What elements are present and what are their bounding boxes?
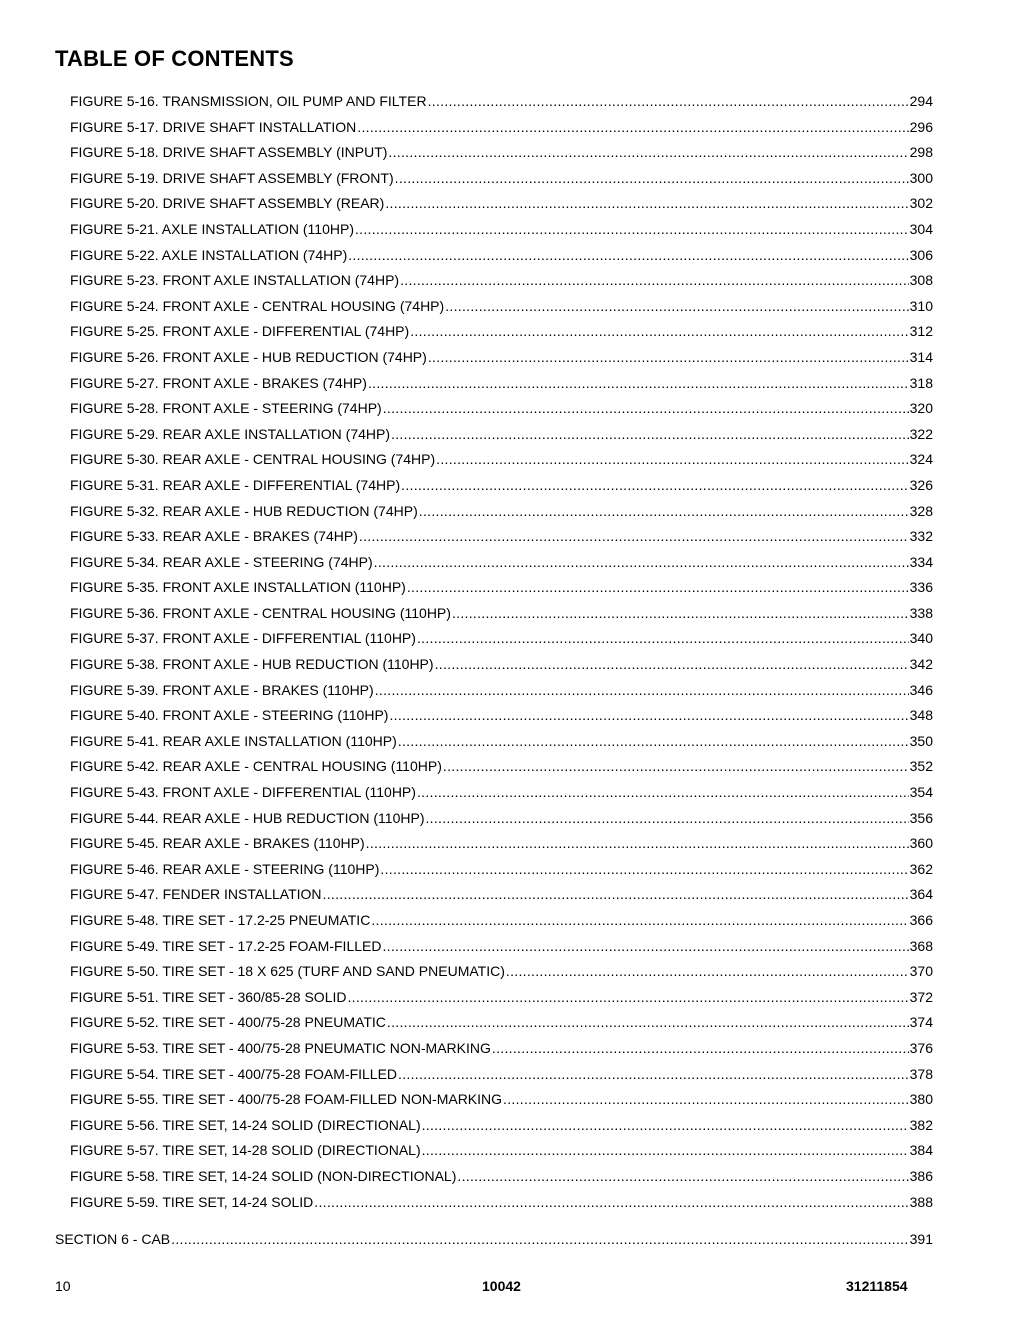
toc-entry-page: 380 [909,1091,933,1108]
dot-leader [417,781,909,803]
toc-entry-page: 338 [909,604,933,621]
toc-entry-label: FIGURE 5-33. REAR AXLE - BRAKES (74HP) [70,528,358,545]
dot-leader [425,807,908,829]
toc-entry-page: 370 [909,963,933,980]
toc-entry-label: FIGURE 5-23. FRONT AXLE INSTALLATION (74HP) [70,272,400,289]
toc-entry-page: 326 [909,476,933,493]
toc-entry[interactable] [70,448,933,474]
dot-leader [410,320,908,342]
dot-leader [400,269,909,291]
toc-entry-page: 352 [909,758,933,775]
toc-entry-label: FIGURE 5-47. FENDER INSTALLATION [70,886,322,903]
toc-entry-page: 332 [909,528,933,545]
toc-entry[interactable] [70,1037,933,1063]
toc-entry-page: 356 [909,809,933,826]
toc-entry-label: FIGURE 5-45. REAR AXLE - BRAKES (110HP) [70,835,365,852]
toc-entry[interactable] [70,423,933,449]
toc-entry-label: FIGURE 5-36. FRONT AXLE - CENTRAL HOUSING (110HP) [70,604,451,621]
toc-entry[interactable] [70,807,933,833]
toc-entry-label: FIGURE 5-18. DRIVE SHAFT ASSEMBLY (INPUT) [70,144,388,161]
dot-leader [417,627,909,649]
dot-leader [382,935,908,957]
dot-leader [371,909,908,931]
toc-entry-label: FIGURE 5-31. REAR AXLE - DIFFERENTIAL (74HP) [70,476,401,493]
dot-leader [445,295,908,317]
toc-entry-page: 304 [909,220,933,237]
toc-entry-page: 310 [909,297,933,314]
toc-entry-label: FIGURE 5-51. TIRE SET - 360/85-28 SOLID [70,988,347,1005]
toc-entry-label: FIGURE 5-20. DRIVE SHAFT ASSEMBLY (REAR) [70,195,385,212]
toc-entry-label: FIGURE 5-55. TIRE SET - 400/75-28 FOAM-FILLED NON-MARKING [70,1091,503,1108]
dot-leader [385,192,908,214]
toc-entry-page: 372 [909,988,933,1005]
dot-leader [419,500,909,522]
toc-entry[interactable] [70,935,933,961]
dot-leader [374,551,909,573]
toc-entry-page: 302 [909,195,933,212]
dot-leader [401,474,909,496]
toc-entry[interactable] [70,653,933,679]
toc-entry[interactable] [70,960,933,986]
toc-entry[interactable] [70,1191,933,1217]
toc-entry-page: 378 [909,1065,933,1082]
toc-entry-page: 308 [909,272,933,289]
toc-entry-label: FIGURE 5-43. FRONT AXLE - DIFFERENTIAL (110HP) [70,784,416,801]
dot-leader [395,167,909,189]
toc-entry-label: FIGURE 5-22. AXLE INSTALLATION (74HP) [70,246,348,263]
toc-entry[interactable] [70,627,933,653]
toc-entry-label: FIGURE 5-38. FRONT AXLE - HUB REDUCTION (110HP) [70,656,434,673]
toc-entry[interactable] [70,474,933,500]
toc-entry-label: FIGURE 5-52. TIRE SET - 400/75-28 PNEUMATIC [70,1014,386,1031]
toc-entry[interactable] [70,1088,933,1114]
toc-list [70,90,933,1216]
dot-leader [389,704,908,726]
dot-leader [171,1228,909,1250]
toc-entry-label: FIGURE 5-30. REAR AXLE - CENTRAL HOUSING (74HP) [70,451,436,468]
dot-leader [492,1037,909,1059]
toc-entry[interactable] [70,500,933,526]
toc-entry-label: FIGURE 5-41. REAR AXLE INSTALLATION (110HP) [70,732,397,749]
toc-entry[interactable] [70,576,933,602]
toc-entry[interactable] [70,781,933,807]
toc-entry-label: FIGURE 5-24. FRONT AXLE - CENTRAL HOUSING (74HP) [70,297,445,314]
toc-entry-page: 300 [909,169,933,186]
toc-entry-label: FIGURE 5-40. FRONT AXLE - STEERING (110HP) [70,707,389,724]
toc-entry-label: FIGURE 5-54. TIRE SET - 400/75-28 FOAM-FILLED [70,1065,398,1082]
toc-entry[interactable] [70,218,933,244]
toc-entry-page: 314 [909,348,933,365]
toc-entry[interactable] [70,1011,933,1037]
toc-entry[interactable] [70,1165,933,1191]
toc-entry-label: FIGURE 5-48. TIRE SET - 17.2-25 PNEUMATIC [70,912,371,928]
toc-entry-page: 312 [909,323,933,340]
toc-entry[interactable] [70,269,933,295]
toc-entry-label: FIGURE 5-27. FRONT AXLE - BRAKES (74HP) [70,374,367,391]
dot-leader [366,832,909,854]
toc-entry-label: FIGURE 5-21. AXLE INSTALLATION (110HP) [70,220,354,237]
toc-entry-page: 386 [909,1167,933,1184]
toc-entry[interactable] [70,704,933,730]
dot-leader [383,397,909,419]
dot-leader [428,346,909,368]
toc-entry-label: FIGURE 5-44. REAR AXLE - HUB REDUCTION (110HP) [70,809,425,826]
toc-entry-page: 342 [909,656,933,673]
toc-entry-label: FIGURE 5-29. REAR AXLE INSTALLATION (74HP) [70,425,391,442]
toc-entry-page: 350 [909,732,933,749]
toc-entry[interactable] [70,346,933,372]
toc-entry-label: FIGURE 5-58. TIRE SET, 14-24 SOLID (NON-DIRECTIONAL) [70,1167,457,1184]
dot-leader [428,90,909,112]
toc-entry[interactable] [70,755,933,781]
dot-leader [435,653,909,675]
toc-entry[interactable] [70,90,933,116]
dot-leader [506,960,909,982]
dot-leader [357,116,908,138]
toc-entry-label: FIGURE 5-34. REAR AXLE - STEERING (74HP) [70,553,373,570]
dot-leader [398,1063,909,1085]
toc-entry-page: 306 [909,246,933,263]
toc-entry-label: FIGURE 5-50. TIRE SET - 18 X 625 (TURF AND SAND PNEUMATIC) [70,963,505,980]
dot-leader [422,1114,909,1136]
toc-entry-page: 346 [909,681,933,698]
toc-entry-label: FIGURE 5-37. FRONT AXLE - DIFFERENTIAL (110HP) [70,630,416,647]
dot-leader [452,602,909,624]
toc-entry[interactable] [70,141,933,167]
toc-entry-page: 328 [909,502,933,519]
toc-entry[interactable] [70,1139,933,1165]
dot-leader [422,1139,909,1161]
toc-entry-page: 340 [909,630,933,647]
dot-leader [348,244,908,266]
toc-entry-page: 382 [909,1116,933,1133]
toc-entry-page: 376 [909,1039,933,1056]
dot-leader [443,755,909,777]
toc-entry-label: FIGURE 5-57. TIRE SET, 14-28 SOLID (DIRECTIONAL) [70,1142,421,1159]
toc-entry-label: FIGURE 5-56. TIRE SET, 14-24 SOLID (DIRECTIONAL) [70,1116,421,1133]
toc-entry[interactable] [70,1114,933,1140]
toc-entry[interactable] [70,986,933,1012]
toc-entry-label: FIGURE 5-35. FRONT AXLE INSTALLATION (110HP) [70,579,406,596]
toc-entry[interactable] [70,679,933,705]
toc-entry[interactable] [70,244,933,270]
toc-entry-label: FIGURE 5-16. TRANSMISSION, OIL PUMP AND FILTER [70,93,427,109]
toc-entry-label: FIGURE 5-19. DRIVE SHAFT ASSEMBLY (FRONT) [70,169,394,186]
footer-center-code: 10042 [482,1278,521,1294]
toc-entry-label: FIGURE 5-25. FRONT AXLE - DIFFERENTIAL (74HP) [70,323,410,340]
toc-section-label: SECTION 6 - CAB [55,1231,171,1247]
page-title: TABLE OF CONTENTS [55,46,294,71]
toc-entry-label: FIGURE 5-59. TIRE SET, 14-24 SOLID [70,1193,314,1210]
dot-leader [359,525,909,547]
toc-entry[interactable] [70,909,933,935]
toc-entry-page: 362 [909,860,933,877]
dot-leader [457,1165,908,1187]
toc-entry[interactable] [70,192,933,218]
toc-entry-label: FIGURE 5-49. TIRE SET - 17.2-25 FOAM-FILLED [70,937,382,954]
dot-leader [436,448,909,470]
toc-entry[interactable] [70,832,933,858]
toc-entry-page: 360 [909,835,933,852]
dot-leader [503,1088,909,1110]
toc-entry-label: FIGURE 5-46. REAR AXLE - STEERING (110HP) [70,860,380,877]
dot-leader [380,858,908,880]
dot-leader [314,1191,908,1213]
toc-entry-page: 368 [909,937,933,954]
toc-entry-page: 318 [909,374,933,391]
toc-entry[interactable] [70,525,933,551]
toc-entry[interactable] [70,167,933,193]
toc-entry-page: 336 [909,579,933,596]
toc-entry[interactable] [70,1063,933,1089]
dot-leader [375,679,909,701]
toc-entry-label: FIGURE 5-53. TIRE SET - 400/75-28 PNEUMATIC NON-MARKING [70,1039,491,1056]
toc-entry-label: FIGURE 5-17. DRIVE SHAFT INSTALLATION [70,118,357,135]
toc-entry[interactable] [70,116,933,142]
toc-entry-label: FIGURE 5-26. FRONT AXLE - HUB REDUCTION (74HP) [70,348,427,365]
toc-entry[interactable] [70,397,933,423]
dot-leader [391,423,909,445]
toc-entry-label: FIGURE 5-39. FRONT AXLE - BRAKES (110HP) [70,681,374,698]
toc-entry-page: 296 [909,118,933,135]
toc-entry[interactable] [70,883,933,909]
toc-entry[interactable] [70,320,933,346]
toc-entry[interactable] [70,372,933,398]
toc-entry-label: FIGURE 5-28. FRONT AXLE - STEERING (74HP) [70,400,382,417]
toc-entry-page: 384 [909,1142,933,1159]
toc-section-page: 391 [909,1231,933,1247]
footer-page-number: 10 [55,1278,71,1294]
toc-entry-page: 324 [909,451,933,468]
toc-entry-page: 354 [909,784,933,801]
toc-entry-page: 320 [909,400,933,417]
dot-leader [355,218,909,240]
toc-entry-page: 294 [909,93,933,109]
toc-entry-page: 298 [909,144,933,161]
dot-leader [388,141,908,163]
toc-entry-page: 374 [909,1014,933,1031]
toc-section-row[interactable] [55,1228,933,1254]
toc-entry-page: 322 [909,425,933,442]
dot-leader [407,576,909,598]
dot-leader [398,730,909,752]
dot-leader [368,372,909,394]
toc-entry[interactable] [70,295,933,321]
toc-entry-page: 388 [909,1193,933,1210]
toc-entry-page: 364 [909,886,933,903]
toc-entry-page: 348 [909,707,933,724]
toc-entry-page: 334 [909,553,933,570]
toc-entry-label: FIGURE 5-42. REAR AXLE - CENTRAL HOUSING (110HP) [70,758,442,775]
toc-entry[interactable] [70,551,933,577]
dot-leader [387,1011,909,1033]
toc-entry[interactable] [70,602,933,628]
dot-leader [347,986,908,1008]
toc-entry[interactable] [70,858,933,884]
toc-entry-page: 366 [909,912,933,928]
footer-right-code: 31211854 [846,1278,908,1294]
toc-entry-label: FIGURE 5-32. REAR AXLE - HUB REDUCTION (74HP) [70,502,418,519]
toc-entry[interactable] [70,730,933,756]
dot-leader [323,883,909,905]
